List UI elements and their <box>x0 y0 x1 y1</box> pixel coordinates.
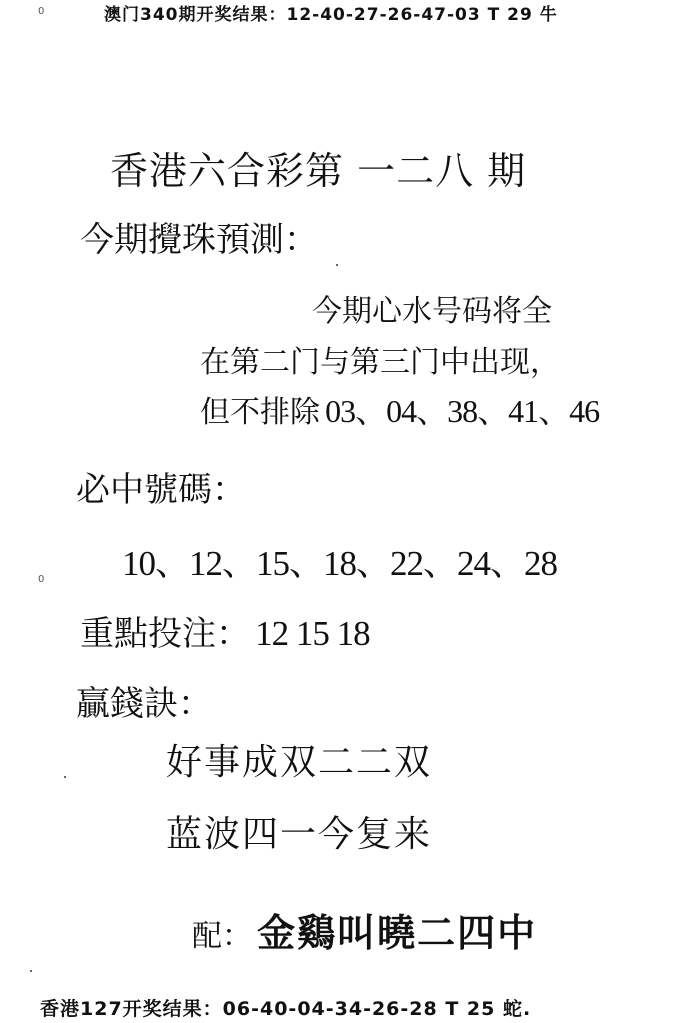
prediction-line-3 <box>200 386 599 432</box>
must-hit-numbers: 10、12、15、18、22、24、28 <box>122 544 558 583</box>
prediction-line-3-prefix: 但不排除 <box>200 395 320 430</box>
prediction-heading: 今期攪珠預測： <box>80 220 318 260</box>
scan-speck <box>64 776 66 778</box>
scan-speck <box>336 264 338 266</box>
hk-result-banner: 香港127开奖结果：06-40-04-34-26-28 T 25 蛇. <box>40 998 532 1020</box>
must-hit-heading: 必中號碼： <box>76 470 246 510</box>
pairing-value: 金鷄叫曉二四中 <box>257 910 538 955</box>
winning-tip-line-1: 好事成双二二双 <box>166 742 433 783</box>
key-bet-row <box>80 606 370 655</box>
key-bet-label: 重點投注： <box>80 614 250 654</box>
excluded-numbers: 03、04、38、41、46 <box>325 393 600 429</box>
pairing-row <box>192 902 537 957</box>
prediction-line-2: 在第二门与第三门中出现， <box>200 345 560 380</box>
margin-mark-top: 0 <box>38 6 45 17</box>
pairing-label: 配： <box>192 919 252 954</box>
winning-tips-heading: 贏錢訣： <box>76 684 212 724</box>
page-title: 香港六合彩第 一二八 期 <box>110 149 527 193</box>
key-bet-numbers: 12 15 18 <box>255 614 370 653</box>
scan-speck <box>30 970 32 972</box>
margin-mark-middle: 0 <box>38 574 45 585</box>
prediction-line-1: 今期心水号码将全 <box>312 294 552 329</box>
winning-tip-line-2: 蓝波四一今复来 <box>166 814 433 855</box>
macau-result-banner: 澳门340期开奖结果：12-40-27-26-47-03 T 29 牛 <box>104 5 558 25</box>
